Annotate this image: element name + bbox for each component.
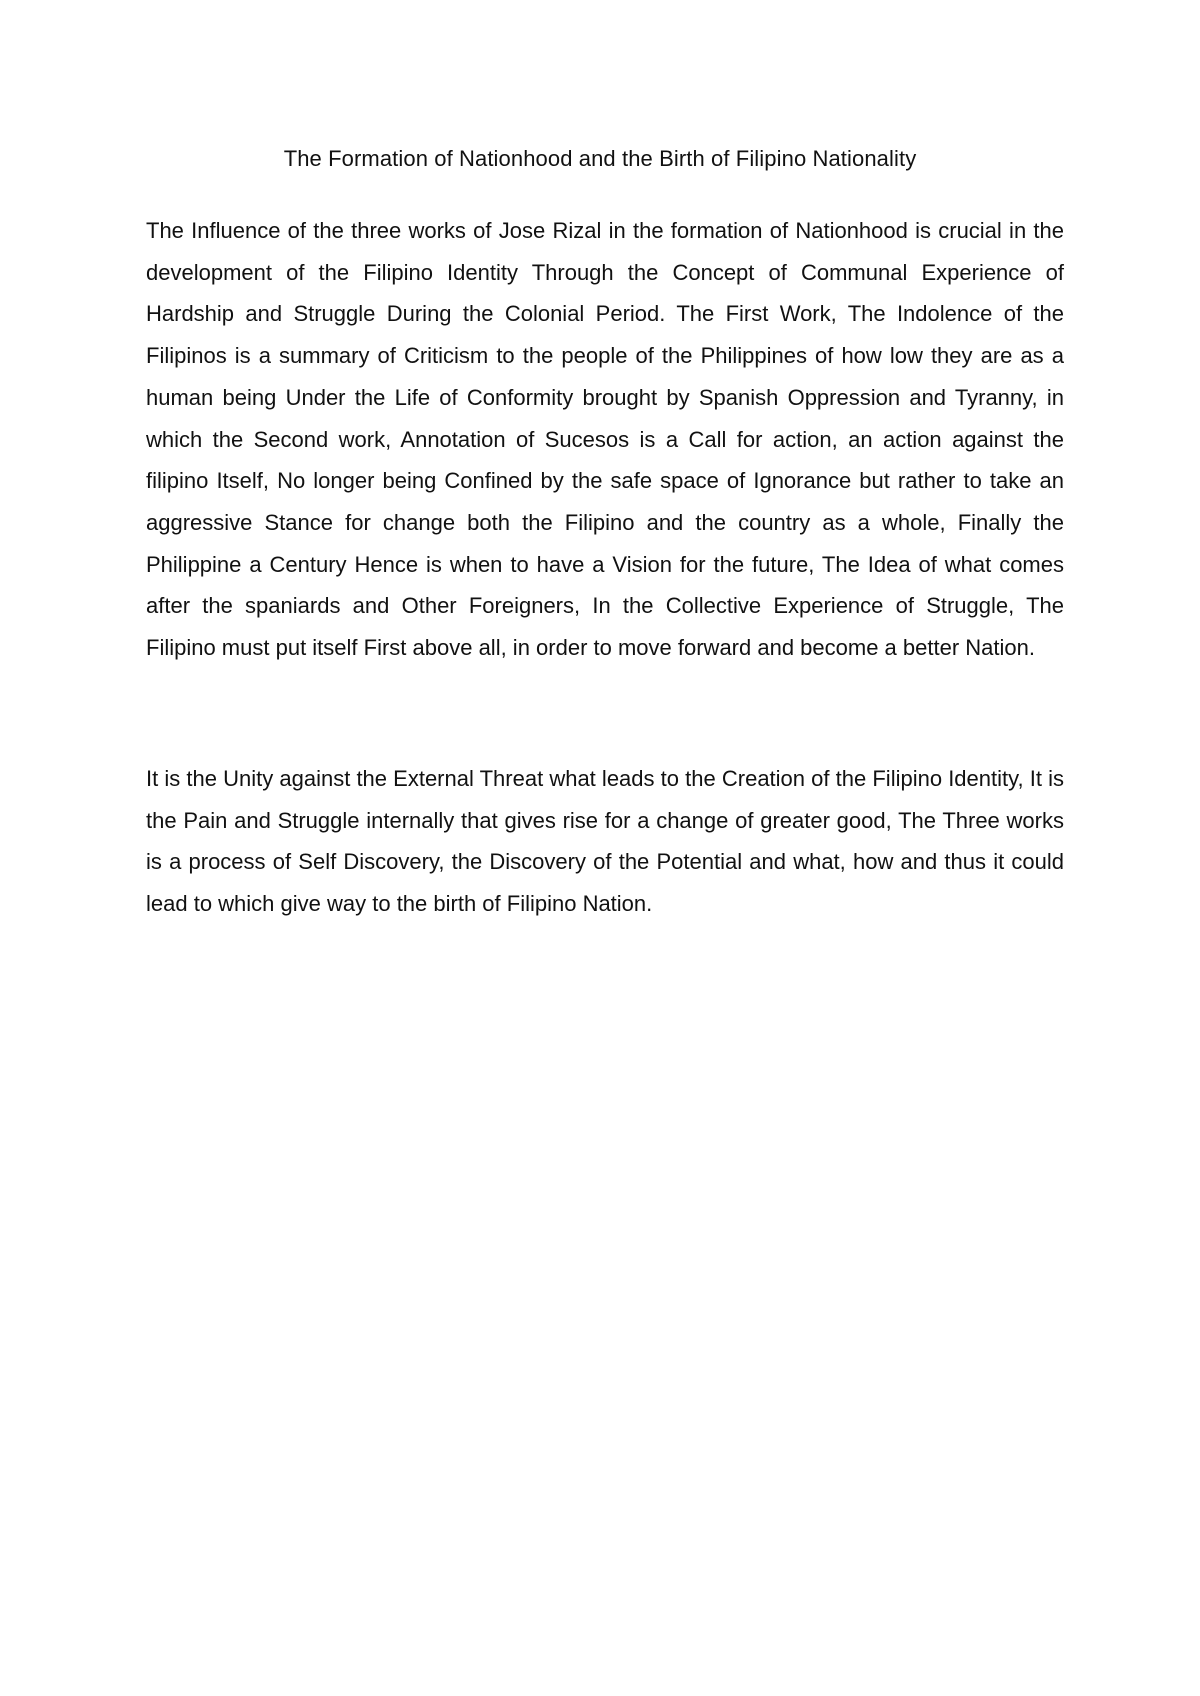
body-paragraph-1: The Influence of the three works of Jose Rizal in the formation of Nationhood is crucial in the development of the Filipino Identity Through the Concept of Communal Experience of Hardship and Struggle During the Colonial Period. The First Work, The Indolence of the Filipinos is a summary of Criticism to the people of the Philippines of how low they are as a human being Under the Life of Conformity brought by Spanish Oppression and Tyranny, in which the Second work, Annotation of Sucesos is a Call for action, an action against the filipino Itself, No longer being Confined by the safe space of Ignorance but rather to take an aggressive Stance for change both the Filipino and the country as a whole, Finally the Philippine a Century Hence is when to have a Vision for the future, The Idea of what comes after the spaniards and Other Foreigners, In the Collective Experience of Struggle, The Filipino must put itself First above all, in order to move forward and become a better Nation. (146, 218, 1064, 661)
document-title: The Formation of Nationhood and the Birth of Filipino Nationality (283, 146, 917, 171)
body-paragraph-2: It is the Unity against the External Threat what leads to the Creation of the Filipino Identity, It is the Pain and Struggle internally that gives rise for a change of greater good, The Three works is a process of Self Discovery, the Discovery of the Potential and what, how and thus it could lead to which give way to the birth of Filipino Nation. (146, 766, 1064, 917)
